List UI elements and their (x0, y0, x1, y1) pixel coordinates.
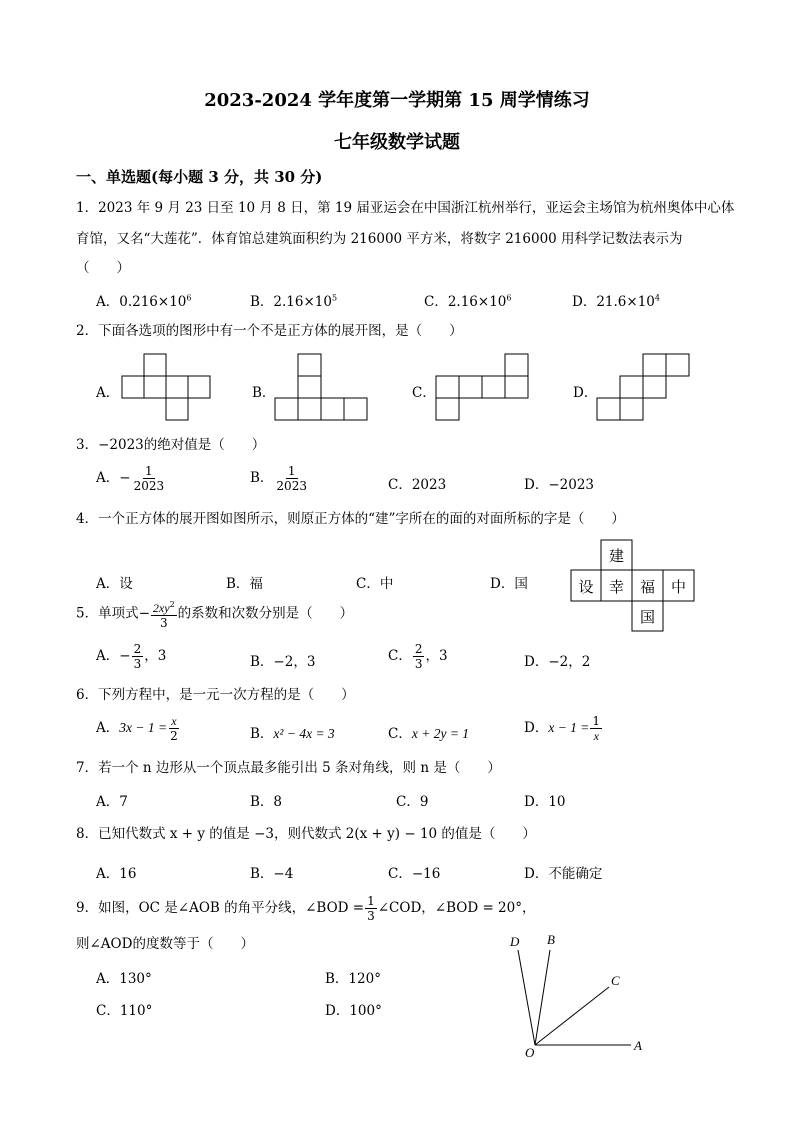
q9-option-d: D．100° (325, 1003, 382, 1019)
q5-option-c: C． $\frac{2}{3}$ ，3 (388, 642, 448, 671)
net-bottom-char: 国 (639, 608, 656, 626)
section-heading: 一、单选题(每小题 3 分，共 30 分) (76, 168, 323, 186)
q2-option-d-label: D． (573, 385, 598, 401)
q5-stem: 5．单项式− $\frac{2xy^2}{3}$ 的系数和次数分别是（ ） (76, 600, 354, 630)
q4-option-d: D．国 (490, 576, 528, 592)
q9-option-c: C．110° (96, 1003, 153, 1019)
q8-option-d: D．不能确定 (524, 866, 603, 882)
q6-stem: 6．下列方程中，是一元一次方程的是（ ） (76, 687, 355, 703)
q2-stem: 2．下面各选项的图形中有一个不是正方体的展开图，是（ ） (76, 323, 463, 339)
q6-option-b: B．x² − 4x = 3 (250, 726, 335, 742)
q8-option-c: C．−16 (388, 866, 441, 882)
q1-option-b: B．$2.16\times 10^5$ (250, 293, 338, 310)
q3-option-d: D．−2023 (524, 477, 594, 493)
q8-stem: 8．已知代数式 x + y 的值是 −3，则代数式 2(x + y) − 10 的值是（ ） (76, 826, 536, 842)
q5-option-a: A．− $\frac{2}{3}$ ，3 (96, 642, 167, 671)
q3-option-c: C．2023 (388, 477, 447, 493)
q7-stem: 7．若一个 n 边形从一个顶点最多能引出 5 条对角线，则 n 是（ ） (76, 760, 501, 776)
label-o: O (525, 1045, 535, 1060)
q7-option-b: B．8 (250, 794, 283, 810)
q2-option-c-label: C． (412, 385, 436, 401)
q9-stem-line1: 9．如图，OC 是∠AOB 的角平分线，∠BOD = $\frac{1}{3}$ ∠COD，∠BOD = 20°， (76, 894, 536, 923)
q8-option-a: A．16 (96, 866, 137, 882)
q1-answer-blank: （ ） (76, 260, 130, 276)
q1-option-c: C．$2.16\times 10^6$ (424, 293, 512, 310)
q4-option-b: B．福 (226, 576, 263, 592)
net-row-char-4: 中 (670, 578, 687, 596)
q5-option-b: B．−2，3 (250, 654, 316, 670)
q1-option-d: D．$21.6\times 10^4$ (572, 293, 660, 310)
page-subtitle: 七年级数学试题 (334, 132, 460, 153)
q9-option-b: B．120° (325, 971, 381, 987)
q1-stem-line2: 育馆，又名“大莲花”．体育馆总建筑面积约为 216000 平方米，将数字 216000 用科学记数法表示为 (76, 231, 683, 247)
q7-option-a: A．7 (96, 794, 128, 810)
ray-od (518, 950, 535, 1045)
q6-option-a: A．3x − 1 = $\frac{x}{2}$ (96, 714, 178, 743)
ray-oc (535, 987, 609, 1045)
net-row-char-1: 设 (578, 578, 594, 596)
q9-option-a: A．130° (96, 971, 152, 987)
label-b: B (547, 932, 555, 947)
q8-option-b: B．−4 (250, 866, 294, 882)
q4-option-a: A．设 (96, 576, 133, 592)
q1-option-a: A．$0.216\times 10^6$ (96, 293, 192, 310)
q1-stem-line1: 1．2023 年 9 月 23 日至 10 月 8 日，第 19 届亚运会在中国浙江杭州举行，亚运会主场馆为杭州奥体中心体 (76, 200, 735, 216)
q3-option-a: A．− $\frac{1}{2023}$ (96, 464, 165, 493)
q4-stem: 4．一个正方体的展开图如图所示，则原正方体的“建”字所在的面的对面所标的字是（ ） (76, 511, 625, 527)
q5-option-d: D．−2，2 (524, 654, 591, 670)
q6-option-c: C．x + 2y = 1 (388, 726, 470, 742)
q4-option-c: C．中 (356, 576, 394, 592)
net-top-char: 建 (608, 547, 625, 565)
ray-ob (535, 950, 550, 1045)
q2-option-b-label: B． (252, 385, 276, 401)
q6-option-d: D．x − 1 = $\frac{1}{x}$ (524, 714, 601, 743)
net-row-char-2: 幸 (608, 578, 625, 596)
q9-stem-line2: 则∠AOD的度数等于（ ） (76, 936, 254, 952)
label-c: C (611, 973, 620, 988)
q7-option-c: C．9 (396, 794, 429, 810)
q2-option-a-label: A． (96, 385, 120, 401)
net-row-char-3: 福 (639, 578, 656, 596)
label-a: A (634, 1038, 642, 1053)
page-title: 2023-2024 学年度第一学期第 15 周学情练习 (204, 90, 590, 111)
label-d: D (510, 934, 520, 949)
q3-option-b: B． $\frac{1}{2023}$ (250, 464, 307, 493)
q7-option-d: D．10 (524, 794, 566, 810)
q3-stem: 3．−2023的绝对值是（ ） (76, 437, 266, 453)
